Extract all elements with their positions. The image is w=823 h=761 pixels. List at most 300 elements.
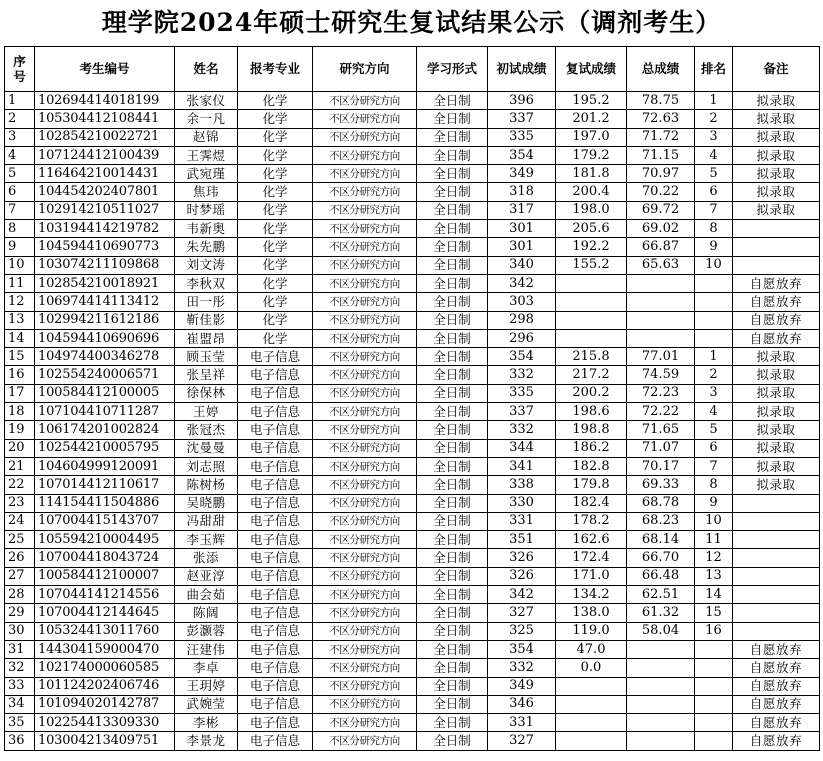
cell-seq: 22 xyxy=(5,476,35,494)
cell-mode: 全日制 xyxy=(417,549,488,567)
cell-note: 自愿放弃 xyxy=(733,677,820,695)
cell-major: 电子信息 xyxy=(238,549,313,567)
cell-seq: 17 xyxy=(5,384,35,402)
table-row xyxy=(5,293,820,311)
cell-major: 化学 xyxy=(238,293,313,311)
cell-rank: 10 xyxy=(695,256,733,274)
cell-retest-score: 200.4 xyxy=(556,183,627,201)
cell-retest-score: 201.2 xyxy=(556,110,627,128)
cell-initial-score: 301 xyxy=(488,238,556,256)
cell-note: 拟录取 xyxy=(733,439,820,457)
cell-retest-score xyxy=(556,695,627,713)
cell-direction: 不区分研究方向 xyxy=(313,183,417,201)
cell-note: 拟录取 xyxy=(733,348,820,366)
cell-direction: 不区分研究方向 xyxy=(313,348,417,366)
cell-name: 冯甜甜 xyxy=(175,512,238,530)
cell-initial-score: 327 xyxy=(488,732,556,750)
cell-name: 田一彤 xyxy=(175,293,238,311)
cell-name: 李彬 xyxy=(175,714,238,732)
cell-retest-score: 197.0 xyxy=(556,128,627,146)
table-row xyxy=(5,531,820,549)
cell-total-score xyxy=(627,677,695,695)
table-row xyxy=(5,366,820,384)
cell-candidate-id: 104454202407801 xyxy=(35,183,175,201)
cell-seq: 9 xyxy=(5,238,35,256)
cell-total-score: 78.75 xyxy=(627,92,695,110)
cell-name: 李玉辉 xyxy=(175,531,238,549)
cell-note: 自愿放弃 xyxy=(733,311,820,329)
cell-note: 拟录取 xyxy=(733,128,820,146)
cell-candidate-id: 101094020142787 xyxy=(35,695,175,713)
cell-name: 刘文涛 xyxy=(175,256,238,274)
cell-name: 沈曼曼 xyxy=(175,439,238,457)
cell-major: 化学 xyxy=(238,92,313,110)
cell-direction: 不区分研究方向 xyxy=(313,695,417,713)
cell-name: 时梦瑶 xyxy=(175,201,238,219)
cell-name: 李景龙 xyxy=(175,732,238,750)
cell-mode: 全日制 xyxy=(417,512,488,530)
cell-seq: 13 xyxy=(5,311,35,329)
cell-retest-score xyxy=(556,274,627,292)
cell-direction: 不区分研究方向 xyxy=(313,274,417,292)
cell-note: 拟录取 xyxy=(733,183,820,201)
cell-rank: 9 xyxy=(695,494,733,512)
cell-name: 王玥婷 xyxy=(175,677,238,695)
cell-total-score: 66.48 xyxy=(627,567,695,585)
cell-seq: 30 xyxy=(5,622,35,640)
cell-direction: 不区分研究方向 xyxy=(313,659,417,677)
cell-mode: 全日制 xyxy=(417,256,488,274)
cell-note xyxy=(733,622,820,640)
cell-mode: 全日制 xyxy=(417,439,488,457)
cell-note: 拟录取 xyxy=(733,201,820,219)
cell-total-score: 66.70 xyxy=(627,549,695,567)
cell-initial-score: 301 xyxy=(488,220,556,238)
cell-name: 张呈祥 xyxy=(175,366,238,384)
cell-direction: 不区分研究方向 xyxy=(313,457,417,475)
table-row xyxy=(5,348,820,366)
cell-initial-score: 340 xyxy=(488,256,556,274)
cell-total-score: 72.63 xyxy=(627,110,695,128)
cell-candidate-id: 107004412144645 xyxy=(35,604,175,622)
cell-note xyxy=(733,604,820,622)
cell-direction: 不区分研究方向 xyxy=(313,586,417,604)
cell-total-score xyxy=(627,732,695,750)
cell-direction: 不区分研究方向 xyxy=(313,604,417,622)
cell-initial-score: 326 xyxy=(488,549,556,567)
cell-direction: 不区分研究方向 xyxy=(313,549,417,567)
cell-name: 汪建伟 xyxy=(175,640,238,658)
table-row xyxy=(5,329,820,347)
header-rank: 排名 xyxy=(695,47,733,92)
table-row xyxy=(5,494,820,512)
cell-seq: 23 xyxy=(5,494,35,512)
cell-direction: 不区分研究方向 xyxy=(313,293,417,311)
cell-name: 武婉莹 xyxy=(175,695,238,713)
cell-mode: 全日制 xyxy=(417,201,488,219)
cell-rank: 3 xyxy=(695,128,733,146)
cell-major: 电子信息 xyxy=(238,403,313,421)
cell-rank: 4 xyxy=(695,403,733,421)
cell-name: 崔盟昂 xyxy=(175,329,238,347)
cell-initial-score: 349 xyxy=(488,165,556,183)
cell-major: 化学 xyxy=(238,256,313,274)
cell-mode: 全日制 xyxy=(417,348,488,366)
cell-rank xyxy=(695,329,733,347)
cell-candidate-id: 104604999120091 xyxy=(35,457,175,475)
table-row xyxy=(5,256,820,274)
cell-rank: 6 xyxy=(695,183,733,201)
cell-retest-score xyxy=(556,329,627,347)
cell-total-score: 72.23 xyxy=(627,384,695,402)
cell-note: 自愿放弃 xyxy=(733,714,820,732)
cell-mode: 全日制 xyxy=(417,659,488,677)
cell-retest-score: 198.6 xyxy=(556,403,627,421)
cell-retest-score xyxy=(556,311,627,329)
cell-candidate-id: 106174201002824 xyxy=(35,421,175,439)
cell-rank: 12 xyxy=(695,549,733,567)
cell-candidate-id: 104594410690773 xyxy=(35,238,175,256)
cell-note: 拟录取 xyxy=(733,110,820,128)
cell-total-score: 69.02 xyxy=(627,220,695,238)
cell-retest-score: 134.2 xyxy=(556,586,627,604)
table-row xyxy=(5,640,820,658)
cell-direction: 不区分研究方向 xyxy=(313,256,417,274)
cell-total-score: 71.15 xyxy=(627,146,695,164)
cell-total-score: 68.78 xyxy=(627,494,695,512)
cell-mode: 全日制 xyxy=(417,311,488,329)
cell-seq: 21 xyxy=(5,457,35,475)
cell-retest-score: 195.2 xyxy=(556,92,627,110)
cell-retest-score: 179.8 xyxy=(556,476,627,494)
table-row xyxy=(5,146,820,164)
cell-initial-score: 332 xyxy=(488,421,556,439)
cell-total-score: 74.59 xyxy=(627,366,695,384)
cell-rank: 4 xyxy=(695,146,733,164)
cell-mode: 全日制 xyxy=(417,384,488,402)
cell-candidate-id: 102694414018199 xyxy=(35,92,175,110)
cell-major: 化学 xyxy=(238,220,313,238)
cell-mode: 全日制 xyxy=(417,403,488,421)
cell-retest-score xyxy=(556,677,627,695)
cell-candidate-id: 102554240006571 xyxy=(35,366,175,384)
cell-mode: 全日制 xyxy=(417,421,488,439)
cell-mode: 全日制 xyxy=(417,110,488,128)
cell-mode: 全日制 xyxy=(417,238,488,256)
header-seq-label: 序 号 xyxy=(13,54,26,84)
cell-candidate-id: 102544210005795 xyxy=(35,439,175,457)
cell-direction: 不区分研究方向 xyxy=(313,421,417,439)
cell-initial-score: 396 xyxy=(488,92,556,110)
table-row xyxy=(5,732,820,750)
cell-mode: 全日制 xyxy=(417,714,488,732)
cell-name: 靳佳影 xyxy=(175,311,238,329)
cell-major: 化学 xyxy=(238,146,313,164)
cell-note: 自愿放弃 xyxy=(733,659,820,677)
cell-mode: 全日制 xyxy=(417,531,488,549)
cell-rank xyxy=(695,274,733,292)
cell-name: 陈阔 xyxy=(175,604,238,622)
cell-initial-score: 354 xyxy=(488,146,556,164)
cell-candidate-id: 102854210018921 xyxy=(35,274,175,292)
cell-major: 电子信息 xyxy=(238,476,313,494)
cell-mode: 全日制 xyxy=(417,494,488,512)
cell-total-score xyxy=(627,695,695,713)
cell-candidate-id: 102914210511027 xyxy=(35,201,175,219)
cell-total-score: 71.72 xyxy=(627,128,695,146)
cell-rank: 3 xyxy=(695,384,733,402)
cell-direction: 不区分研究方向 xyxy=(313,220,417,238)
cell-rank: 14 xyxy=(695,586,733,604)
cell-retest-score: 217.2 xyxy=(556,366,627,384)
cell-major: 化学 xyxy=(238,128,313,146)
cell-name: 陈树杨 xyxy=(175,476,238,494)
cell-rank xyxy=(695,714,733,732)
table-row xyxy=(5,421,820,439)
cell-note: 拟录取 xyxy=(733,476,820,494)
cell-initial-score: 317 xyxy=(488,201,556,219)
cell-name: 刘志照 xyxy=(175,457,238,475)
cell-rank: 5 xyxy=(695,165,733,183)
cell-seq: 28 xyxy=(5,586,35,604)
cell-rank: 7 xyxy=(695,201,733,219)
cell-name: 张家仪 xyxy=(175,92,238,110)
cell-rank: 13 xyxy=(695,567,733,585)
cell-seq: 10 xyxy=(5,256,35,274)
cell-direction: 不区分研究方向 xyxy=(313,110,417,128)
cell-retest-score: 198.8 xyxy=(556,421,627,439)
cell-initial-score: 354 xyxy=(488,640,556,658)
cell-total-score xyxy=(627,659,695,677)
table-row xyxy=(5,659,820,677)
cell-major: 化学 xyxy=(238,238,313,256)
cell-total-score xyxy=(627,329,695,347)
table-row xyxy=(5,311,820,329)
cell-rank: 15 xyxy=(695,604,733,622)
cell-major: 化学 xyxy=(238,165,313,183)
cell-seq: 31 xyxy=(5,640,35,658)
cell-initial-score: 351 xyxy=(488,531,556,549)
cell-direction: 不区分研究方向 xyxy=(313,567,417,585)
header-initial-score: 初试成绩 xyxy=(488,47,556,92)
table-row xyxy=(5,476,820,494)
cell-retest-score: 179.2 xyxy=(556,146,627,164)
cell-candidate-id: 101124202406746 xyxy=(35,677,175,695)
cell-retest-score xyxy=(556,293,627,311)
cell-mode: 全日制 xyxy=(417,457,488,475)
cell-note xyxy=(733,238,820,256)
table-row xyxy=(5,403,820,421)
cell-total-score: 69.72 xyxy=(627,201,695,219)
cell-direction: 不区分研究方向 xyxy=(313,476,417,494)
cell-total-score: 71.65 xyxy=(627,421,695,439)
cell-retest-score: 162.6 xyxy=(556,531,627,549)
cell-note xyxy=(733,549,820,567)
cell-retest-score: 186.2 xyxy=(556,439,627,457)
cell-note: 拟录取 xyxy=(733,92,820,110)
cell-direction: 不区分研究方向 xyxy=(313,311,417,329)
cell-name: 余一凡 xyxy=(175,110,238,128)
cell-name: 张冠杰 xyxy=(175,421,238,439)
cell-initial-score: 318 xyxy=(488,183,556,201)
cell-note: 自愿放弃 xyxy=(733,293,820,311)
cell-rank xyxy=(695,659,733,677)
cell-seq: 32 xyxy=(5,659,35,677)
cell-initial-score: 342 xyxy=(488,586,556,604)
cell-total-score: 69.33 xyxy=(627,476,695,494)
cell-direction: 不区分研究方向 xyxy=(313,494,417,512)
cell-initial-score: 327 xyxy=(488,604,556,622)
cell-seq: 14 xyxy=(5,329,35,347)
cell-rank xyxy=(695,311,733,329)
cell-major: 电子信息 xyxy=(238,604,313,622)
cell-direction: 不区分研究方向 xyxy=(313,146,417,164)
table-body xyxy=(5,92,820,751)
cell-initial-score: 342 xyxy=(488,274,556,292)
cell-direction: 不区分研究方向 xyxy=(313,640,417,658)
cell-mode: 全日制 xyxy=(417,329,488,347)
cell-retest-score: 155.2 xyxy=(556,256,627,274)
table-row xyxy=(5,549,820,567)
cell-initial-score: 335 xyxy=(488,384,556,402)
cell-name: 焦玮 xyxy=(175,183,238,201)
cell-seq: 1 xyxy=(5,92,35,110)
cell-major: 电子信息 xyxy=(238,531,313,549)
cell-major: 电子信息 xyxy=(238,512,313,530)
cell-seq: 29 xyxy=(5,604,35,622)
cell-direction: 不区分研究方向 xyxy=(313,238,417,256)
cell-total-score: 70.22 xyxy=(627,183,695,201)
cell-initial-score: 335 xyxy=(488,128,556,146)
cell-seq: 27 xyxy=(5,567,35,585)
table-header-row xyxy=(5,47,820,92)
cell-seq: 33 xyxy=(5,677,35,695)
header-id: 考生编号 xyxy=(35,47,175,92)
cell-retest-score: 205.6 xyxy=(556,220,627,238)
cell-note xyxy=(733,567,820,585)
cell-rank: 16 xyxy=(695,622,733,640)
cell-retest-score xyxy=(556,732,627,750)
cell-candidate-id: 144304159000470 xyxy=(35,640,175,658)
cell-candidate-id: 103074211109868 xyxy=(35,256,175,274)
cell-total-score: 65.63 xyxy=(627,256,695,274)
cell-direction: 不区分研究方向 xyxy=(313,384,417,402)
cell-mode: 全日制 xyxy=(417,732,488,750)
cell-candidate-id: 102994211612186 xyxy=(35,311,175,329)
header-retest-score: 复试成绩 xyxy=(556,47,627,92)
cell-retest-score: 138.0 xyxy=(556,604,627,622)
cell-rank: 1 xyxy=(695,92,733,110)
table-row xyxy=(5,128,820,146)
cell-note xyxy=(733,220,820,238)
cell-seq: 36 xyxy=(5,732,35,750)
cell-total-score: 61.32 xyxy=(627,604,695,622)
cell-seq: 8 xyxy=(5,220,35,238)
cell-candidate-id: 107004418043724 xyxy=(35,549,175,567)
cell-seq: 20 xyxy=(5,439,35,457)
cell-candidate-id: 116464210014431 xyxy=(35,165,175,183)
cell-candidate-id: 105324413011760 xyxy=(35,622,175,640)
cell-name: 彭灏蓉 xyxy=(175,622,238,640)
cell-mode: 全日制 xyxy=(417,567,488,585)
cell-name: 王婷 xyxy=(175,403,238,421)
cell-retest-score: 119.0 xyxy=(556,622,627,640)
cell-direction: 不区分研究方向 xyxy=(313,439,417,457)
results-table xyxy=(4,46,820,751)
table-row xyxy=(5,622,820,640)
cell-seq: 3 xyxy=(5,128,35,146)
cell-direction: 不区分研究方向 xyxy=(313,165,417,183)
cell-note: 拟录取 xyxy=(733,384,820,402)
cell-direction: 不区分研究方向 xyxy=(313,201,417,219)
cell-seq: 35 xyxy=(5,714,35,732)
cell-name: 顾玉莹 xyxy=(175,348,238,366)
cell-retest-score: 198.0 xyxy=(556,201,627,219)
table-row xyxy=(5,274,820,292)
header-note: 备注 xyxy=(733,47,820,92)
cell-rank xyxy=(695,640,733,658)
cell-total-score: 68.23 xyxy=(627,512,695,530)
cell-note: 自愿放弃 xyxy=(733,640,820,658)
cell-candidate-id: 107044141214556 xyxy=(35,586,175,604)
cell-retest-score: 215.8 xyxy=(556,348,627,366)
cell-major: 电子信息 xyxy=(238,677,313,695)
cell-rank: 6 xyxy=(695,439,733,457)
cell-candidate-id: 102174000060585 xyxy=(35,659,175,677)
cell-note: 自愿放弃 xyxy=(733,329,820,347)
cell-candidate-id: 100584412100007 xyxy=(35,567,175,585)
cell-initial-score: 341 xyxy=(488,457,556,475)
cell-note: 自愿放弃 xyxy=(733,274,820,292)
cell-seq: 16 xyxy=(5,366,35,384)
cell-major: 化学 xyxy=(238,110,313,128)
cell-direction: 不区分研究方向 xyxy=(313,366,417,384)
cell-seq: 12 xyxy=(5,293,35,311)
cell-name: 吴晓鹏 xyxy=(175,494,238,512)
cell-retest-score: 182.8 xyxy=(556,457,627,475)
cell-initial-score: 354 xyxy=(488,348,556,366)
cell-seq: 6 xyxy=(5,183,35,201)
cell-seq: 24 xyxy=(5,512,35,530)
cell-candidate-id: 107014412110617 xyxy=(35,476,175,494)
cell-mode: 全日制 xyxy=(417,183,488,201)
table-row xyxy=(5,439,820,457)
cell-major: 化学 xyxy=(238,311,313,329)
table-row xyxy=(5,457,820,475)
cell-retest-score: 172.4 xyxy=(556,549,627,567)
cell-rank: 10 xyxy=(695,512,733,530)
cell-name: 曲会茹 xyxy=(175,586,238,604)
cell-mode: 全日制 xyxy=(417,586,488,604)
cell-seq: 2 xyxy=(5,110,35,128)
cell-mode: 全日制 xyxy=(417,146,488,164)
cell-rank: 11 xyxy=(695,531,733,549)
cell-candidate-id: 107004415143707 xyxy=(35,512,175,530)
table-row xyxy=(5,183,820,201)
cell-total-score: 68.14 xyxy=(627,531,695,549)
cell-initial-score: 298 xyxy=(488,311,556,329)
cell-major: 电子信息 xyxy=(238,586,313,604)
cell-initial-score: 346 xyxy=(488,695,556,713)
cell-name: 韦新奥 xyxy=(175,220,238,238)
cell-seq: 5 xyxy=(5,165,35,183)
cell-seq: 34 xyxy=(5,695,35,713)
cell-name: 王霁煜 xyxy=(175,146,238,164)
cell-major: 电子信息 xyxy=(238,714,313,732)
cell-name: 朱先鹏 xyxy=(175,238,238,256)
cell-total-score xyxy=(627,640,695,658)
cell-mode: 全日制 xyxy=(417,165,488,183)
